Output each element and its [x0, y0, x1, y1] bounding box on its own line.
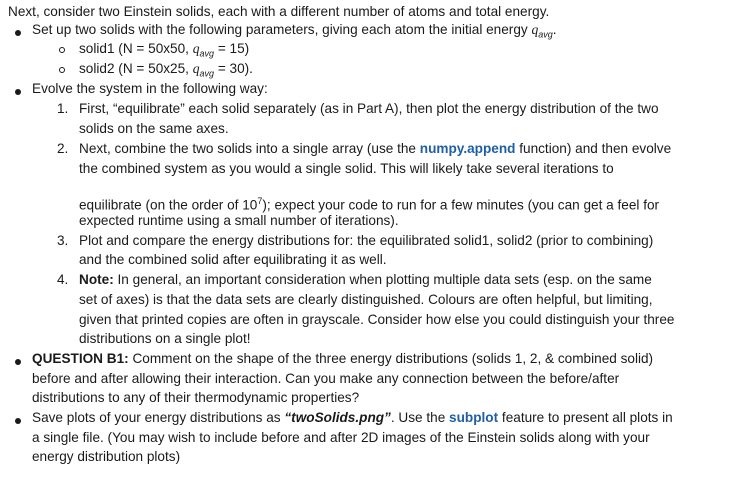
list-number: 1. — [57, 101, 69, 116]
item2-line2: the combined system as you would a single solid. This will likely take several iterations to — [79, 161, 614, 176]
solid2-params: solid2 (N = 50x25, $q_{avg} = 30$). — [79, 61, 253, 79]
sub-bullet-icon — [59, 67, 65, 73]
code-numpy-append: numpy.append — [419, 141, 516, 156]
filename: “twoSolids.png” — [284, 410, 391, 425]
item3-line1: Plot and compare the energy distributions for: the equilibrated solid1, solid2 (prior to combining) — [79, 233, 654, 248]
code-subplot: subplot — [449, 410, 499, 425]
question-line1: QUESTION B1: Comment on the shape of the three energy distributions (solids 1, 2, & combined solid) — [32, 351, 654, 366]
item4-line1: Note: In general, an important consideration when plotting multiple data sets (esp. on the same — [79, 272, 652, 287]
item2-line3: equilibrate (on the order of $10^7$); expect your code to run for a few minutes (you can get a feel for — [79, 196, 660, 213]
bullet-icon — [15, 418, 21, 424]
bullet-icon — [15, 359, 21, 365]
save-line1: Save plots of your energy distributions as “twoSolids.png”. Use the subplot feature to present all plots in — [32, 410, 673, 425]
item4-line4: distributions on a single plot! — [79, 331, 251, 346]
sub-bullet-icon — [59, 47, 65, 53]
item1-line1: First, “equilibrate” each solid separately (as in Part A), then plot the energy distribution of the two — [79, 101, 659, 116]
evolve-lead: Evolve the system in the following way: — [32, 81, 268, 96]
item2-line4: expected runtime using a small number of iterations). — [79, 213, 399, 228]
bullet-icon — [15, 89, 21, 95]
list-number: 4. — [57, 272, 69, 287]
bullet-icon — [15, 30, 21, 36]
item3-line2: and the combined solid after equilibrating it as well. — [79, 252, 387, 267]
intro-text: Next, consider two Einstein solids, each with a different number of atoms and total energy. — [8, 4, 550, 19]
item2-line1: Next, combine the two solids into a single array (use the numpy.append function) and then evolve — [79, 141, 672, 156]
list-number: 3. — [57, 233, 69, 248]
item4-line3: given that printed copies are often in grayscale. Consider how else you could distinguish your three — [79, 312, 675, 327]
save-line3: energy distribution plots) — [32, 449, 181, 464]
list-number: 2. — [57, 141, 69, 156]
save-line2: a single file. (You may wish to include before and after 2D images of the Einstein solids along with your — [32, 430, 650, 445]
item1-line2: solids on the same axes. — [79, 121, 229, 136]
question-line2: before and after allowing their interaction. Can you make any connection between the before/after — [32, 371, 620, 386]
setup-lead: Set up two solids with the following parameters, giving each atom the initial energy $q_{avg}$. — [32, 22, 557, 40]
solid1-params: solid1 (N = 50x50, $q_{avg} = 15$) — [79, 41, 250, 59]
item4-line2: set of axes) is that the data sets are clearly distinguished. Colours are often helpful, but limiting, — [79, 292, 653, 307]
question-line3: distributions to any of their thermodynamic properties? — [32, 390, 360, 405]
